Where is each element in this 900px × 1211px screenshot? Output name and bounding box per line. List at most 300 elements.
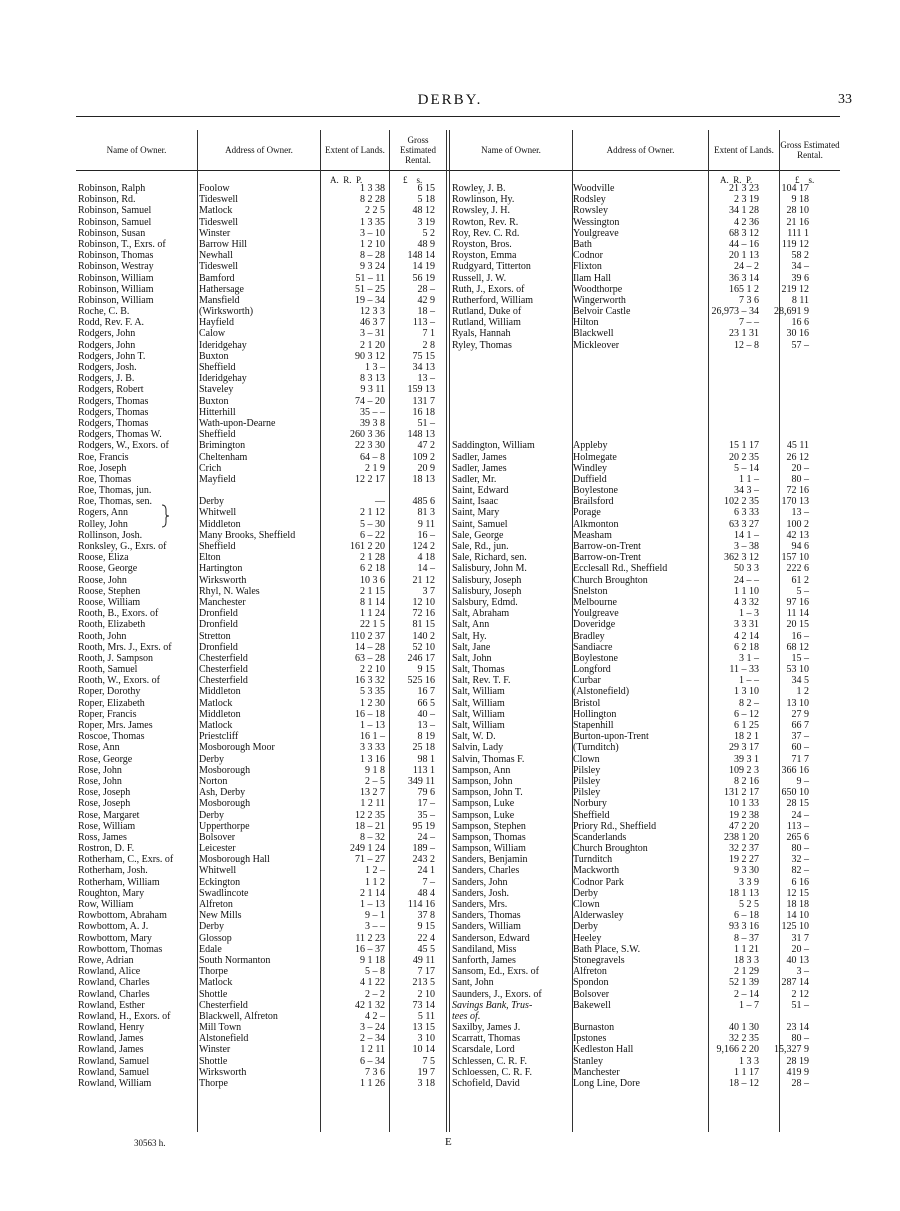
owner-name: Rodd, Rev. F. A. — [78, 317, 145, 329]
owner-address: Scanderlands — [573, 831, 627, 843]
table-row — [450, 686, 815, 697]
owner-name: Schofield, David — [452, 1078, 520, 1089]
owner-name: Rowbottom, A. J. — [78, 921, 149, 933]
gross-rental: 71 7 — [791, 753, 809, 765]
gross-rental: 213 5 — [412, 977, 435, 989]
land-extent: 12 2 35 — [355, 809, 385, 821]
table-row — [450, 854, 815, 865]
land-extent: 18 – 21 — [355, 820, 385, 832]
owner-address: Middleton — [199, 708, 241, 720]
gross-rental — [390, 485, 441, 496]
gross-rental: 15 – — [791, 652, 809, 664]
owner-name — [450, 362, 573, 373]
gross-rental: 79 6 — [417, 787, 435, 799]
land-extent — [695, 418, 764, 429]
table-row — [76, 418, 441, 429]
owner-name: Rodgers, John — [78, 339, 136, 351]
gross-rental: 12 10 — [412, 596, 435, 608]
owner-name: Rowton, Rev. R. — [452, 216, 519, 228]
gross-rental: 73 14 — [412, 999, 435, 1011]
owner-name: Rose, Joseph — [78, 798, 131, 810]
owner-address: Youlgreave — [573, 608, 619, 620]
land-extent: 8 2 16 — [734, 775, 759, 787]
owner-address — [573, 351, 695, 362]
owner-name: Sanders, John — [452, 876, 508, 888]
owner-address: Alstonefield — [199, 1033, 249, 1045]
owner-address: Tideswell — [199, 216, 239, 228]
owner-name: Rooth, John — [78, 630, 127, 642]
table-row — [76, 384, 441, 395]
land-extent: 4 2 14 — [734, 630, 759, 642]
owner-address: Upperthorpe — [199, 820, 250, 832]
owner-address: Hartington — [199, 563, 243, 575]
gross-rental: 2 12 — [791, 988, 809, 1000]
owner-address: (Turnditch) — [573, 742, 619, 754]
land-extent: 3 1 – — [739, 652, 759, 664]
table-row — [450, 429, 815, 440]
land-extent: 9 3 24 — [360, 261, 385, 273]
owner-name: Sanders, Mrs. — [452, 899, 508, 910]
gross-rental: 114 16 — [407, 899, 435, 910]
gross-rental: 52 10 — [412, 641, 435, 653]
gross-rental: 80 – — [791, 1033, 809, 1045]
owner-name: Rowe, Adrian — [78, 954, 134, 966]
table-row — [450, 1067, 815, 1078]
table-row — [76, 765, 441, 776]
owner-address: Hayfield — [199, 317, 234, 329]
table-row — [450, 273, 815, 284]
header-rental-left: Gross Estimated Rental. — [400, 135, 436, 165]
owner-name: Sadler, James — [452, 451, 507, 463]
owner-address: Chesterfield — [199, 675, 248, 687]
land-extent: 2 1 29 — [734, 966, 759, 978]
owner-name: Salsbury, Edmd. — [452, 596, 518, 608]
gross-rental: 5 18 — [417, 194, 435, 206]
owner-name: Salt, W. D. — [452, 731, 496, 743]
table-row — [76, 362, 441, 373]
owner-address — [573, 429, 695, 440]
land-extent: 1 – 3 — [739, 608, 759, 620]
land-extent: 7 3 6 — [739, 294, 759, 306]
land-extent: 6 – 18 — [734, 910, 759, 922]
owner-name: Sampson, Thomas — [452, 831, 526, 843]
land-extent: 93 3 16 — [729, 921, 759, 933]
header-extent-right: Extent of Lands. — [714, 145, 774, 155]
land-extent — [321, 485, 390, 496]
land-extent: 1 3 – — [365, 362, 385, 373]
land-extent: 14 1 – — [734, 529, 759, 541]
owner-address: Holmegate — [573, 451, 617, 463]
gross-rental: 13 – — [417, 373, 435, 385]
land-extent: 1 3 38 — [360, 183, 385, 194]
owner-address — [573, 373, 695, 384]
table-row — [450, 698, 815, 709]
table-row — [76, 631, 441, 642]
owner-address: Rodsley — [573, 194, 606, 206]
land-extent: 5 – 8 — [365, 966, 385, 978]
owner-address: Youlgreave — [573, 227, 619, 239]
table-row — [450, 328, 815, 339]
gross-rental: 16 6 — [791, 317, 809, 329]
land-extent: 8 – 37 — [734, 932, 759, 944]
owner-name: Rooth, B., Exors. of — [78, 608, 159, 620]
land-extent: 18 – 12 — [729, 1078, 759, 1089]
land-extent: 15 1 17 — [729, 440, 759, 452]
gross-rental: 37 8 — [417, 910, 435, 922]
land-extent: 71 – 27 — [355, 854, 385, 866]
owner-name: Saint, Samuel — [452, 518, 508, 530]
gross-rental: 243 2 — [412, 854, 435, 866]
owner-name: Robinson, Samuel — [78, 205, 152, 217]
gross-rental: 3 7 — [422, 585, 435, 597]
table-row — [76, 731, 441, 742]
owner-name: Schloessen, C. R. F. — [452, 1066, 533, 1078]
owner-address: Manchester — [199, 596, 246, 608]
owner-address: Derby — [199, 753, 224, 765]
gross-rental: 28 – — [791, 1078, 809, 1089]
table-row — [76, 373, 441, 384]
owner-address: Many Brooks, Sheffield — [199, 529, 296, 541]
table-row — [450, 787, 815, 798]
owner-name: Rodgers, Thomas — [78, 417, 149, 429]
table-row — [76, 328, 441, 339]
land-extent — [695, 429, 764, 440]
table-row — [76, 821, 441, 832]
owner-name: Savings Bank, Trus- — [452, 999, 533, 1011]
owner-name: Sanforth, James — [452, 954, 516, 966]
owner-name: Roper, Elizabeth — [78, 697, 145, 709]
table-row — [450, 474, 815, 485]
owner-address: Staveley — [199, 384, 234, 396]
table-row — [450, 664, 815, 675]
table-row — [450, 865, 815, 876]
gross-rental: 16 7 — [417, 686, 435, 698]
table-row — [450, 351, 815, 362]
owner-name: Salisbury, John M. — [452, 563, 527, 575]
land-extent: 7 – – — [739, 317, 759, 329]
owner-address: Ecclesall Rd., Sheffield — [573, 563, 668, 575]
gross-rental: 16 18 — [412, 406, 435, 418]
gross-rental: 7 1 — [422, 328, 435, 340]
gross-rental: 58 2 — [791, 250, 809, 262]
owner-name: Rutland, William — [452, 317, 521, 329]
table-row — [76, 709, 441, 720]
land-extent: 3 – – — [365, 921, 385, 933]
owner-name: Rowland, Samuel — [78, 1066, 150, 1078]
owner-name: Roughton, Mary — [78, 887, 145, 899]
gross-rental: 113 1 — [412, 764, 435, 776]
owner-address: Glossop — [199, 932, 232, 944]
gross-rental: 9 – — [796, 775, 809, 787]
owner-address: Bakewell — [573, 999, 611, 1011]
gross-rental: 14 10 — [786, 910, 809, 922]
gross-rental: 53 10 — [786, 664, 809, 676]
land-extent: 32 2 37 — [729, 843, 759, 855]
table-row — [76, 530, 441, 541]
table-row — [450, 888, 815, 899]
brace-icon — [160, 504, 170, 528]
owner-name: Rowland, Alice — [78, 966, 141, 978]
gross-rental: 17 – — [417, 798, 435, 810]
table-row — [450, 798, 815, 809]
table-row — [450, 675, 815, 686]
land-extent — [695, 396, 764, 407]
table-row — [76, 944, 441, 955]
table-row — [450, 239, 815, 250]
owner-address: Flixton — [573, 261, 602, 273]
table-row — [450, 742, 815, 753]
land-extent: 1 – 7 — [739, 999, 759, 1011]
owner-address: Norbury — [573, 798, 607, 810]
owner-address: Derby — [199, 921, 224, 933]
owner-address: Ipstones — [573, 1033, 607, 1045]
land-extent: 5 – 30 — [360, 518, 385, 530]
table-row — [76, 217, 441, 228]
gross-rental: 219 12 — [781, 283, 809, 295]
owner-address: Wirksworth — [199, 1066, 247, 1078]
owner-name: Ruth, J., Exors. of — [452, 283, 525, 295]
owner-address: Alderwasley — [573, 910, 624, 922]
gross-rental: 12 15 — [786, 887, 809, 899]
land-extent: 1 2 11 — [360, 798, 385, 810]
gross-rental: 125 10 — [781, 921, 809, 933]
table-row — [76, 787, 441, 798]
owner-address: Winster — [199, 227, 231, 239]
table-row — [450, 541, 815, 552]
owner-address: Whitwell — [199, 507, 237, 519]
table-row — [450, 720, 815, 731]
land-extent: 1 1 17 — [734, 1066, 759, 1078]
owner-name: Robinson, Westray — [78, 261, 154, 273]
land-extent: 260 3 36 — [350, 429, 385, 441]
owner-name: Sadler, James — [452, 462, 507, 474]
table-row — [76, 463, 441, 474]
owner-name: Salt, William — [452, 708, 505, 720]
land-extent: 2 3 19 — [734, 194, 759, 206]
land-extent: 1 3 10 — [734, 686, 759, 698]
owner-address: Pilsley — [573, 775, 601, 787]
owner-address: Middleton — [199, 686, 241, 698]
owner-address: Longford — [573, 664, 611, 676]
owner-name: Rotherham, William — [78, 876, 160, 888]
table-row — [76, 1011, 441, 1022]
owner-address: Shottle — [199, 988, 228, 1000]
owner-address: Priory Rd., Sheffield — [573, 820, 657, 832]
land-extent: 109 2 3 — [729, 764, 759, 776]
land-extent: 35 – – — [360, 406, 385, 418]
gross-rental: 42 13 — [786, 529, 809, 541]
land-extent: 2 1 9 — [365, 462, 385, 474]
gross-rental: 72 16 — [786, 485, 809, 497]
table-row — [76, 474, 441, 485]
gross-rental: 159 13 — [407, 384, 435, 396]
table-row — [450, 1000, 815, 1011]
gross-rental: 11 14 — [786, 608, 809, 620]
table-row — [76, 586, 441, 597]
owner-name: Ross, James — [78, 831, 127, 843]
header-bottom-rule — [76, 170, 840, 171]
land-extent: 8 2 28 — [360, 194, 385, 206]
header-rental-right: Gross Estimated Rental. — [780, 140, 840, 160]
owner-name: Robinson, Samuel — [78, 216, 152, 228]
table-row — [450, 373, 815, 384]
gross-rental: 100 2 — [786, 518, 809, 530]
owner-name — [450, 429, 573, 440]
gross-rental: 45 11 — [786, 440, 809, 452]
gross-rental: 2 8 — [422, 339, 435, 351]
owner-address — [573, 418, 695, 429]
owner-address: Rhyl, N. Wales — [199, 585, 260, 597]
table-row — [76, 519, 441, 530]
owner-name: Rowland, James — [78, 1033, 144, 1045]
owner-name: Rowland, Samuel — [78, 1055, 150, 1067]
land-extent: 74 – 20 — [355, 395, 385, 407]
owner-address: South Normanton — [199, 954, 271, 966]
owner-name: Robinson, T., Exrs. of — [78, 238, 166, 250]
land-extent: 4 2 36 — [734, 216, 759, 228]
owner-name: Sampson, Ann — [452, 764, 511, 776]
page-number: 33 — [838, 92, 852, 107]
owner-address: Mackworth — [573, 865, 620, 877]
land-extent: 14 – 28 — [355, 641, 385, 653]
owner-address: Mill Town — [199, 1022, 242, 1034]
owner-address: Crich — [199, 462, 222, 474]
owner-address: Bamford — [199, 272, 235, 284]
table-row — [450, 530, 815, 541]
land-extent: 22 1 5 — [360, 619, 385, 631]
owner-name: Rose, John — [78, 764, 122, 776]
owner-address: Wingerworth — [573, 294, 626, 306]
land-extent: 1 – – — [739, 675, 759, 687]
gross-rental: 24 – — [417, 831, 435, 843]
table-row — [450, 205, 815, 216]
owner-name: Rowsley, J. H. — [452, 205, 510, 217]
table-row — [450, 1056, 815, 1067]
owner-name — [450, 351, 573, 362]
gross-rental — [764, 418, 815, 429]
table-row — [76, 608, 441, 619]
owner-address — [199, 485, 321, 496]
table-row — [450, 709, 815, 720]
table-row — [450, 228, 815, 239]
gross-rental: 40 13 — [786, 954, 809, 966]
table-row — [450, 507, 815, 518]
gross-rental: 148 14 — [407, 250, 435, 262]
owner-name: Sanders, William — [452, 921, 521, 933]
owner-name: Rodgers, J. B. — [78, 373, 135, 385]
table-row — [76, 933, 441, 944]
owner-address: Barrow-on-Trent — [573, 541, 641, 552]
owner-name: Roe, Thomas, sen. — [78, 496, 152, 508]
owner-address: Mosborough Hall — [199, 854, 270, 866]
gross-rental: 40 – — [417, 708, 435, 720]
table-row — [450, 966, 815, 977]
land-extent: 39 3 8 — [360, 417, 385, 429]
table-row — [450, 899, 815, 910]
owner-address: Calow — [199, 328, 226, 340]
land-extent: 3 3 31 — [734, 619, 759, 631]
owner-name: Sampson, Stephen — [452, 820, 526, 832]
gross-rental: 5 2 — [422, 227, 435, 239]
owner-name: Sampson, Luke — [452, 798, 515, 810]
table-row — [450, 1044, 815, 1055]
gross-rental: 3 – — [796, 966, 809, 978]
land-extent: 161 2 20 — [350, 541, 385, 552]
table-row — [76, 452, 441, 463]
land-extent: 1 1 21 — [734, 943, 759, 955]
land-extent: 5 – 14 — [734, 462, 759, 474]
gross-rental: 14 – — [417, 563, 435, 575]
gross-rental: 21 16 — [786, 216, 809, 228]
owner-name: Rowland, James — [78, 1044, 144, 1056]
table-row — [76, 496, 441, 507]
gross-rental: 20 – — [791, 943, 809, 955]
owner-name: Salt, John — [452, 652, 492, 664]
table-row — [450, 384, 815, 395]
footer-reference: 30563 h. — [134, 1138, 166, 1148]
owner-address: Appleby — [573, 440, 608, 452]
land-extent: 249 1 24 — [350, 843, 385, 855]
owner-name: Rolley, John — [78, 518, 128, 530]
land-extent: 21 3 23 — [729, 183, 759, 194]
owner-address: Duffield — [573, 473, 607, 485]
owner-name: Rowland, Henry — [78, 1022, 145, 1034]
gross-rental: 34 13 — [412, 362, 435, 373]
owner-address: Thorpe — [199, 1078, 228, 1089]
land-extent: 34 3 – — [734, 485, 759, 497]
owner-address: Buxton — [199, 395, 229, 407]
table-row — [450, 261, 815, 272]
gross-rental: 148 13 — [407, 429, 435, 441]
owner-name: Rodgers, Thomas W. — [78, 429, 162, 441]
gross-rental: 119 12 — [781, 238, 809, 250]
land-extent — [695, 351, 764, 362]
land-extent: 1 2 – — [365, 865, 385, 877]
table-row — [76, 966, 441, 977]
table-row — [450, 631, 815, 642]
table-top-rule — [76, 116, 840, 117]
land-extent: 110 2 37 — [350, 630, 385, 642]
owner-name: Rose, John — [78, 775, 122, 787]
table-row — [76, 1022, 441, 1033]
table-row — [450, 1078, 815, 1089]
land-extent: 68 3 12 — [729, 227, 759, 239]
land-extent: 9 – 1 — [365, 910, 385, 922]
land-extent: 3 – 38 — [734, 541, 759, 552]
table-row — [76, 205, 441, 216]
land-extent: 51 – 11 — [355, 272, 385, 284]
units-rental-right: £ s. — [795, 175, 815, 185]
units-extent-right: A. R. P. — [720, 175, 753, 185]
gross-rental: 1 2 — [796, 686, 809, 698]
gross-rental: 9 15 — [417, 921, 435, 933]
owner-address: Winster — [199, 1044, 231, 1056]
gross-rental: 157 10 — [781, 552, 809, 564]
table-row — [450, 552, 815, 563]
land-extent: 5 3 35 — [360, 686, 385, 698]
land-extent: 3 3 9 — [739, 876, 759, 888]
land-extent: 8 – 28 — [360, 250, 385, 262]
owner-address: Mansfield — [199, 294, 240, 306]
table-row — [76, 1000, 441, 1011]
gross-rental: 48 12 — [412, 205, 435, 217]
land-extent: 5 2 5 — [739, 899, 759, 910]
table-row — [76, 1056, 441, 1067]
owner-name: Rodgers, Thomas — [78, 406, 149, 418]
table-row — [450, 1011, 815, 1022]
gross-rental: 18 – — [417, 306, 435, 318]
land-extent: 20 2 35 — [729, 451, 759, 463]
